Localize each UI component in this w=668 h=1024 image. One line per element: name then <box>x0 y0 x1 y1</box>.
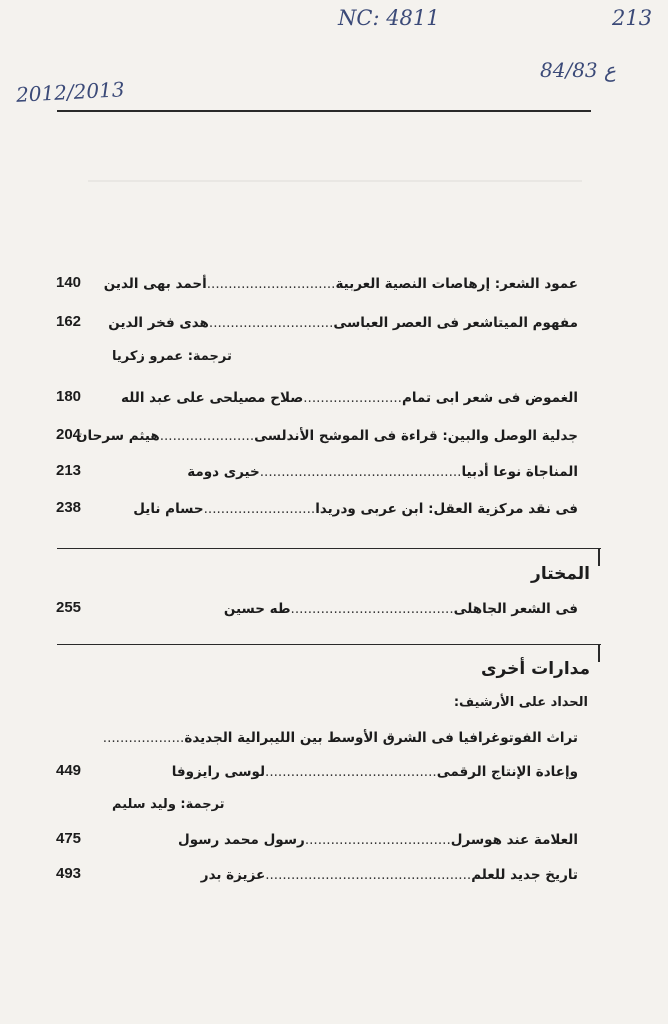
toc-entry <box>50 828 580 854</box>
page-number: 449 <box>56 762 82 779</box>
page-number: 180 <box>56 388 82 405</box>
entry-author: أحمد بهى الدين <box>103 276 207 292</box>
toc-entry <box>50 497 580 523</box>
entry-title: العلامة عند هوسرل <box>450 832 578 848</box>
entry-author: هدى فخر الدين <box>108 315 209 331</box>
entry-author: عزيزة بدر <box>200 867 266 883</box>
translator-credit: ترجمة: عمرو زكريا <box>112 349 232 364</box>
page-mark-handwriting: 213 <box>612 6 653 30</box>
entry-line: عمود الشعر: إرهاصات النصية العربية..............................أحمد بهى الدين <box>103 276 578 292</box>
entry-title: تراث الفوتوغرافيا فى الشرق الأوسط بين الليبرالية الجديدة <box>184 730 578 746</box>
entry-title: جدلية الوصل والبين: قراءة فى الموشح الأندلسى <box>254 428 578 444</box>
toc-entry <box>50 272 580 298</box>
page-number: 204 <box>56 426 82 443</box>
reference-handwriting: 84/83 ع <box>540 58 616 82</box>
toc-entry <box>50 460 580 486</box>
toc-entry-translator <box>50 344 580 370</box>
entry-title: فى نقد مركزية العقل: ابن عربى ودريدا <box>315 501 578 517</box>
entry-author: هيثم سرحان <box>76 428 160 444</box>
entry-line: تاريخ جديد للعلم................................................عزيزة بدر <box>200 867 578 883</box>
section-tick <box>598 644 600 662</box>
entry-title: فى الشعر الجاهلى <box>453 601 578 617</box>
entry-title: الغموض فى شعر ابى تمام <box>401 390 578 406</box>
page-number: 475 <box>56 830 82 847</box>
entry-title: تاريخ جديد للعلم <box>471 867 578 883</box>
page-number: 213 <box>56 462 82 479</box>
translator-credit: ترجمة: وليد سليم <box>112 797 225 812</box>
toc-entry-translator <box>50 792 580 818</box>
entry-author: رسول محمد رسول <box>178 832 305 848</box>
toc-entry <box>50 726 580 752</box>
entry-title: عمود الشعر: إرهاصات النصية العربية <box>335 276 578 292</box>
entry-author: صلاح مصيلحى على عبد الله <box>121 390 304 406</box>
entry-title: وإعادة الإنتاج الرقمى <box>436 764 578 780</box>
page-number: 493 <box>56 865 82 882</box>
entry-line: تراث الفوتوغرافيا فى الشرق الأوسط بين الليبرالية الجديدة................... <box>102 730 578 746</box>
entry-line <box>112 792 578 817</box>
entry-title: المناجاة نوعا أدبيا <box>461 464 578 480</box>
entry-author: طه حسين <box>223 601 291 617</box>
entry-line: الغموض فى شعر ابى تمام.......................صلاح مصيلحى على عبد الله <box>121 390 578 406</box>
call-number-handwriting: NC: 4811 <box>338 6 440 30</box>
section-heading-madarat: مدارات أخرى <box>480 659 590 679</box>
entry-author: خيرى دومة <box>187 464 260 480</box>
entry-line: مفهوم الميتاشعر فى العصر العباسى.............................هدى فخر الدين <box>108 315 578 331</box>
section-heading-mukhtar: المختار <box>531 564 590 584</box>
toc-entry <box>50 424 580 450</box>
entry-line: فى نقد مركزية العقل: ابن عربى ودريدا..........................حسام نايل <box>133 501 578 517</box>
section-tick <box>598 548 600 566</box>
toc-entry <box>50 863 580 889</box>
entry-author: حسام نايل <box>133 501 204 517</box>
bleed-through-title <box>0 122 668 157</box>
toc-entry <box>50 386 580 412</box>
bleed-through-frame <box>88 180 582 200</box>
entry-line: وإعادة الإنتاج الرقمى........................................لوسى رايزوفا <box>171 764 578 780</box>
page-number: 162 <box>56 313 82 330</box>
section-rule <box>57 644 601 645</box>
entry-line: العلامة عند هوسرل..................................رسول محمد رسول <box>178 832 578 848</box>
entry-title: مفهوم الميتاشعر فى العصر العباسى <box>333 315 578 331</box>
faint-handwriting <box>210 2 216 26</box>
header-rule <box>57 110 591 112</box>
toc-entry <box>50 311 580 337</box>
section-rule <box>57 548 601 549</box>
page-number: 255 <box>56 599 82 616</box>
subheading: الحداد على الأرشيف: <box>453 695 588 710</box>
entry-line: فى الشعر الجاهلى......................................طه حسين <box>223 601 578 617</box>
toc-entry <box>50 760 580 786</box>
entry-line: المناجاة نوعا أدبيا...............................................خيرى دومة <box>187 464 578 480</box>
page-number: 140 <box>56 274 82 291</box>
year-handwriting: 2012/2013 <box>15 77 126 107</box>
entry-author: لوسى رايزوفا <box>171 764 266 780</box>
page-number: 238 <box>56 499 82 516</box>
entry-line <box>112 344 578 369</box>
entry-line: جدلية الوصل والبين: قراءة فى الموشح الأندلسى......................هيثم سرحان <box>76 428 578 444</box>
toc-entry <box>50 597 580 623</box>
